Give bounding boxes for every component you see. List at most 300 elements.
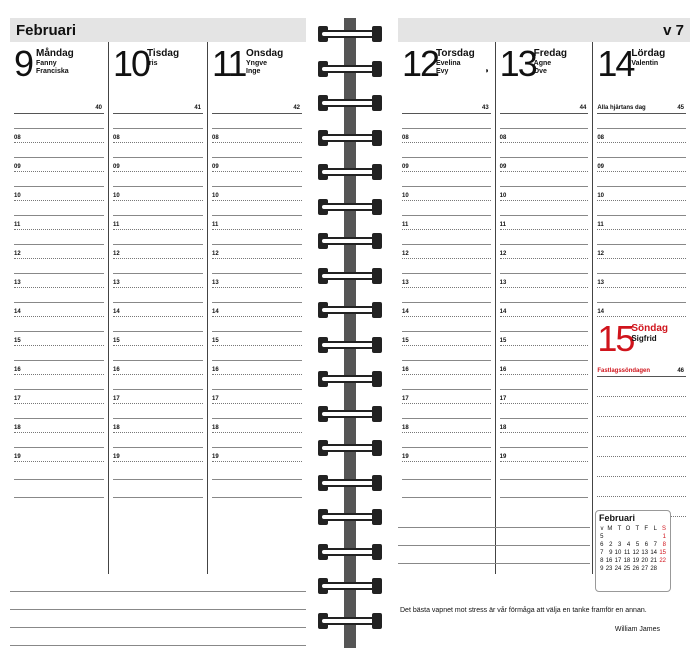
note-line: [113, 480, 203, 498]
hour-row: [597, 201, 686, 230]
day-of-year: 41: [194, 105, 201, 111]
coil-wire: [320, 65, 380, 73]
note-line: [212, 480, 302, 498]
half-hour-line: [402, 331, 491, 332]
mini-cell: 6: [600, 542, 604, 548]
half-hour-line: [402, 447, 491, 448]
coil-wire: [320, 341, 380, 349]
hour-label: 19: [212, 454, 219, 460]
note-line: [10, 628, 306, 646]
hour-label: 11: [14, 222, 21, 228]
hour-row: [597, 143, 686, 172]
day-number: 12: [402, 43, 439, 84]
half-hour-line: [500, 331, 589, 332]
hour-row: [500, 375, 589, 404]
day-column: [593, 42, 690, 574]
hour-row: [14, 375, 104, 404]
half-hour-line: [500, 389, 589, 390]
hour-label: 12: [499, 251, 507, 257]
spiral-coil: [316, 335, 384, 357]
mini-header-cell: S: [661, 526, 666, 532]
hour-row: [402, 346, 491, 375]
hour-label: 14: [212, 309, 219, 315]
mini-cell: 12: [632, 550, 640, 556]
hour-label: 09: [113, 164, 120, 170]
hour-row: [500, 201, 589, 230]
mini-cell: 1: [662, 534, 666, 540]
half-hour-line: [14, 447, 104, 448]
hour-label: 15: [113, 338, 120, 344]
hour-row: [402, 375, 491, 404]
hour-row: [500, 259, 589, 288]
hour-label: 18: [499, 425, 507, 431]
spiral-coil: [316, 162, 384, 184]
mini-cell: [640, 533, 649, 541]
name-days: [246, 60, 267, 76]
hour-label: 13: [402, 280, 409, 286]
coil-wire: [320, 30, 380, 38]
holiday-label: Alla hjärtans dag: [597, 105, 646, 111]
half-hour-line: [500, 447, 589, 448]
coil-wire: [320, 375, 380, 383]
hour-row: [500, 114, 589, 143]
half-hour-line: [113, 128, 203, 129]
half-hour-line: [14, 331, 104, 332]
mini-cell: 8: [662, 542, 666, 548]
name-day: Valentin: [631, 60, 659, 67]
mini-cell: 24: [614, 566, 622, 572]
hour-row: [14, 317, 104, 346]
mini-cell: 2: [609, 542, 613, 548]
half-hour-line: [212, 302, 302, 303]
hour-row: [500, 317, 589, 346]
spiral-coil: [316, 473, 384, 495]
half-hour-line: [113, 302, 203, 303]
hour-row: [500, 346, 589, 375]
half-hour-line: [500, 273, 589, 274]
hour-label: 09: [212, 164, 219, 170]
hour-row: [14, 433, 104, 462]
hour-label: 13: [14, 280, 21, 286]
coil-hole: [372, 509, 382, 525]
half-hour-line: [212, 244, 302, 245]
half-hour-line: [14, 360, 104, 361]
half-hour-line: [597, 128, 686, 129]
day-column: [398, 42, 496, 574]
name-day: Agne: [533, 60, 552, 67]
mini-cell: 9: [609, 550, 613, 556]
hour-row: [212, 288, 302, 317]
spiral-coil: [316, 404, 384, 426]
name-days: [631, 335, 656, 343]
spiral-coil: [316, 611, 384, 633]
hour-rows: [597, 114, 686, 317]
hour-row: [500, 143, 589, 172]
hour-row: [113, 433, 203, 462]
spiral-coil: [316, 369, 384, 391]
coil-wire: [320, 306, 380, 314]
hour-row: [212, 114, 302, 143]
day-number: 11: [212, 43, 246, 84]
hour-label: 10: [14, 193, 21, 199]
coil-wire: [320, 479, 380, 487]
hour-row: [402, 201, 491, 230]
coil-hole: [372, 233, 382, 249]
hour-label: 11: [597, 222, 604, 228]
hour-row: [113, 317, 203, 346]
coil-wire: [320, 99, 380, 107]
hour-row: [597, 172, 686, 201]
note-line: [398, 528, 590, 546]
mini-cell: 17: [614, 558, 622, 564]
note-line: [597, 377, 686, 397]
half-hour-line: [212, 360, 302, 361]
hour-row: [597, 230, 686, 259]
note-line: [212, 462, 302, 480]
day-number: 10: [113, 43, 150, 84]
coil-hole: [372, 371, 382, 387]
spiral-coil: [316, 231, 384, 253]
name-day: Ove: [533, 68, 547, 75]
hour-label: 09: [597, 164, 605, 170]
hour-rows: [212, 114, 302, 498]
coil-hole: [372, 130, 382, 146]
name-day: Evy: [436, 68, 449, 75]
name-days: [436, 60, 461, 76]
day-header: [14, 42, 104, 114]
hour-row: [14, 172, 104, 201]
mini-cell: 16: [605, 558, 613, 564]
hour-label: 14: [499, 309, 507, 315]
hour-label: 17: [113, 396, 120, 402]
half-hour-line: [212, 215, 302, 216]
mini-cell: [613, 533, 622, 541]
name-days: [631, 60, 658, 68]
day-header: [500, 42, 589, 114]
half-hour-line: [597, 273, 686, 274]
day-number: 13: [499, 43, 536, 84]
hour-row: [113, 114, 203, 143]
half-hour-line: [212, 273, 302, 274]
half-hour-line: [597, 215, 686, 216]
hour-label: 10: [597, 193, 605, 199]
hour-row: [113, 201, 203, 230]
day-of-year: 45: [677, 105, 685, 111]
hour-row: [500, 433, 589, 462]
half-hour-line: [597, 157, 686, 158]
hour-row: [212, 375, 302, 404]
mini-cell: 26: [632, 566, 640, 572]
mini-cell: 19: [632, 558, 640, 564]
coil-wire: [320, 168, 380, 176]
hour-row: [212, 143, 302, 172]
mini-cell: 7: [653, 542, 658, 548]
coil-hole: [372, 268, 382, 284]
half-hour-line: [500, 418, 589, 419]
hour-label: 09: [499, 164, 507, 170]
coil-hole: [372, 440, 382, 456]
day-column: [109, 42, 208, 574]
mini-cell: 5: [600, 534, 604, 540]
hour-label: 15: [14, 338, 21, 344]
spiral-coil: [316, 542, 384, 564]
coil-hole: [372, 164, 382, 180]
left-notes-lines: [10, 574, 306, 646]
half-hour-line: [212, 128, 302, 129]
hour-label: 17: [499, 396, 507, 402]
hour-label: 15: [402, 338, 409, 344]
mini-cell: 21: [650, 558, 658, 564]
coil-hole: [372, 613, 382, 629]
week-header: [398, 18, 690, 42]
half-hour-line: [500, 302, 589, 303]
month-title: Februari: [16, 21, 77, 39]
hour-label: 16: [14, 367, 21, 373]
coil-wire: [320, 548, 380, 556]
half-hour-line: [113, 157, 203, 158]
name-days: [147, 60, 158, 68]
note-line: [398, 510, 590, 528]
half-hour-line: [113, 447, 203, 448]
half-hour-line: [113, 244, 203, 245]
name-days: [36, 60, 69, 76]
hour-rows: [113, 114, 203, 498]
day-column: [10, 42, 109, 574]
half-hour-line: [500, 157, 589, 158]
name-day: Evelina: [436, 60, 461, 67]
half-hour-line: [212, 418, 302, 419]
mini-cell: 20: [641, 558, 649, 564]
mini-cell: 15: [659, 550, 666, 556]
half-hour-line: [113, 418, 203, 419]
mini-calendar: [595, 510, 671, 592]
half-hour-line: [402, 273, 491, 274]
mini-cell: [631, 533, 640, 541]
coil-wire: [320, 134, 380, 142]
hour-label: 17: [14, 396, 21, 402]
spiral-coil: [316, 576, 384, 598]
hour-row: [402, 433, 491, 462]
hour-row: [402, 317, 491, 346]
coil-wire: [320, 617, 380, 625]
mini-cell: [658, 565, 667, 573]
hour-label: 08: [14, 135, 21, 141]
hour-row: [212, 404, 302, 433]
day-number: 14: [597, 43, 634, 84]
mini-cell: 28: [650, 566, 658, 572]
half-hour-line: [402, 302, 491, 303]
mini-week-row: [599, 549, 667, 557]
note-line: [597, 477, 686, 497]
mini-cell: [649, 533, 658, 541]
quote-text: Det bästa vapnet mot stress är vår förmåga att välja en tanke framför en annan.: [400, 607, 647, 614]
coil-wire: [320, 410, 380, 418]
day-column: [208, 42, 306, 574]
mini-header-cell: M: [607, 526, 613, 532]
hour-label: 14: [597, 309, 605, 315]
note-line: [14, 480, 104, 498]
day-header: [212, 42, 302, 114]
half-hour-line: [402, 128, 491, 129]
name-days: [534, 60, 552, 76]
half-hour-line: [597, 244, 686, 245]
hour-label: 16: [113, 367, 120, 373]
mini-week-row: [599, 565, 667, 573]
coil-hole: [372, 61, 382, 77]
hour-row: [402, 114, 491, 143]
hour-row: [212, 317, 302, 346]
right-notes-lines: [398, 510, 590, 564]
half-hour-line: [402, 418, 491, 419]
half-hour-line: [402, 360, 491, 361]
hour-label: 19: [113, 454, 120, 460]
hour-row: [14, 114, 104, 143]
half-hour-line: [500, 186, 589, 187]
hour-row: [597, 259, 686, 288]
hour-row: [113, 143, 203, 172]
hour-label: 11: [499, 222, 507, 228]
half-hour-line: [113, 273, 203, 274]
half-hour-line: [14, 418, 104, 419]
note-line: [597, 397, 686, 417]
mini-header-cell: F: [644, 526, 649, 532]
hour-row: [113, 172, 203, 201]
coil-hole: [372, 475, 382, 491]
coil-wire: [320, 513, 380, 521]
name-day: Fanny: [36, 60, 57, 67]
hour-rows: [500, 114, 589, 498]
note-line: [597, 457, 686, 477]
half-hour-line: [402, 215, 491, 216]
hour-row: [14, 259, 104, 288]
half-hour-line: [14, 273, 104, 274]
mini-week-row: [599, 557, 667, 565]
hour-label: 08: [113, 135, 120, 141]
day-name: Fredag: [533, 48, 568, 59]
coil-hole: [372, 95, 382, 111]
hour-row: [14, 201, 104, 230]
mini-calendar-title: Februari: [599, 513, 636, 523]
mini-cell: 7: [600, 550, 604, 556]
hour-label: 18: [402, 425, 409, 431]
hour-row: [113, 346, 203, 375]
hour-label: 10: [212, 193, 219, 199]
hour-label: 19: [499, 454, 507, 460]
coil-wire: [320, 237, 380, 245]
right-page: [398, 18, 690, 648]
month-header: [10, 18, 306, 42]
half-hour-line: [14, 128, 104, 129]
spiral-binding: [316, 18, 384, 648]
hour-label: 18: [113, 425, 120, 431]
hour-label: 13: [212, 280, 219, 286]
hour-label: 12: [402, 251, 409, 257]
mini-header-cell: T: [635, 526, 640, 532]
half-hour-line: [402, 389, 491, 390]
day-header: [597, 42, 686, 114]
quote-author: William James: [614, 626, 660, 633]
mini-header-cell: v: [600, 526, 604, 532]
hour-row: [14, 288, 104, 317]
half-hour-line: [113, 186, 203, 187]
hour-label: 09: [402, 164, 409, 170]
note-line: [398, 546, 590, 564]
hour-row: [500, 230, 589, 259]
mini-cell: 3: [617, 542, 622, 548]
hour-label: 10: [499, 193, 507, 199]
note-line: [14, 462, 104, 480]
coil-hole: [372, 302, 382, 318]
half-hour-line: [113, 389, 203, 390]
hour-row: [212, 433, 302, 462]
note-line: [10, 592, 306, 610]
half-hour-line: [500, 244, 589, 245]
hour-label: 08: [499, 135, 507, 141]
mini-cell: 27: [641, 566, 649, 572]
hour-row: [14, 143, 104, 172]
hour-row: [14, 346, 104, 375]
left-days: [10, 42, 306, 574]
hour-label: 09: [14, 164, 21, 170]
hour-row: [402, 288, 491, 317]
note-line: [500, 480, 589, 498]
day-name: Tisdag: [147, 48, 180, 59]
name-day: Franciska: [36, 68, 69, 75]
hour-row: [212, 201, 302, 230]
coil-wire: [320, 444, 380, 452]
name-day: Iris: [147, 60, 158, 67]
coil-wire: [320, 203, 380, 211]
coil-hole: [372, 337, 382, 353]
spiral-coil: [316, 507, 384, 529]
hour-row: [113, 375, 203, 404]
note-line: [597, 417, 686, 437]
mini-cell: 22: [659, 558, 666, 564]
day-number: 9: [14, 43, 33, 84]
mini-cell: 4: [626, 542, 631, 548]
mini-cell: 10: [614, 550, 622, 556]
hour-label: 14: [113, 309, 120, 315]
right-days: [398, 42, 690, 574]
hour-row: [500, 172, 589, 201]
hour-row: [402, 259, 491, 288]
mini-cell: 14: [650, 550, 658, 556]
hour-label: 08: [402, 135, 409, 141]
spiral-coil: [316, 266, 384, 288]
half-hour-line: [14, 244, 104, 245]
name-day: Sigfrid: [631, 334, 657, 343]
half-hour-line: [500, 360, 589, 361]
mini-cell: 6: [644, 542, 649, 548]
half-hour-line: [402, 244, 491, 245]
sunday-lines: [597, 377, 686, 517]
sunday-block: [597, 317, 686, 377]
half-hour-line: [212, 157, 302, 158]
hour-label: 11: [113, 222, 120, 228]
coil-hole: [372, 199, 382, 215]
hour-label: 15: [499, 338, 507, 344]
moon-phase-icon: ◑: [483, 66, 489, 75]
mini-cell: 23: [605, 566, 613, 572]
half-hour-line: [597, 302, 686, 303]
hour-row: [212, 172, 302, 201]
day-name: Söndag: [631, 323, 669, 334]
hour-rows: [14, 114, 104, 498]
half-hour-line: [212, 331, 302, 332]
half-hour-line: [402, 157, 491, 158]
hour-label: 11: [402, 222, 409, 228]
coil-hole: [372, 26, 382, 42]
